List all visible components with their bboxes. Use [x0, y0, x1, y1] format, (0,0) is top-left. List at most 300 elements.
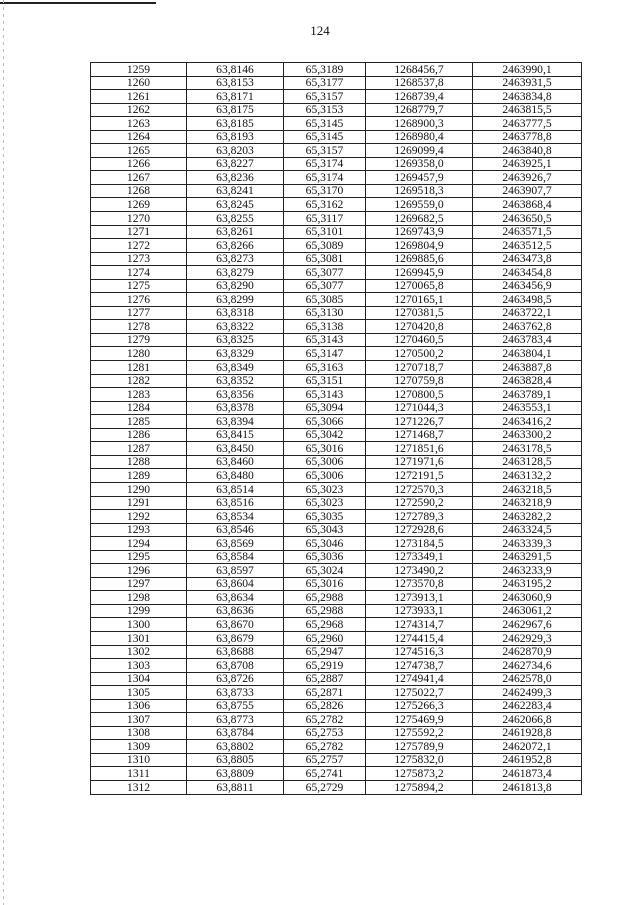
- table-row: [91, 523, 582, 537]
- point-number-cell: 1274: [91, 266, 187, 280]
- table-row: [91, 767, 582, 781]
- table-row: [91, 320, 582, 334]
- y-coordinate-cell: 2463834,8: [473, 90, 582, 104]
- latitude-cell: 63,8516: [187, 496, 284, 510]
- y-coordinate-cell: 2463783,4: [473, 333, 582, 347]
- latitude-cell: 63,8805: [187, 753, 284, 767]
- point-number-cell: 1292: [91, 510, 187, 524]
- point-number-cell: 1289: [91, 469, 187, 483]
- table-row: [91, 428, 582, 442]
- table-row: [91, 753, 582, 767]
- longitude-cell: 65,2757: [284, 753, 366, 767]
- y-coordinate-cell: 2463571,5: [473, 225, 582, 239]
- latitude-cell: 63,8352: [187, 374, 284, 388]
- latitude-cell: 63,8460: [187, 455, 284, 469]
- longitude-cell: 65,3006: [284, 455, 366, 469]
- table-row: [91, 184, 582, 198]
- table-row: [91, 252, 582, 266]
- latitude-cell: 63,8584: [187, 550, 284, 564]
- point-number-cell: 1263: [91, 117, 187, 131]
- y-coordinate-cell: 2463778,8: [473, 130, 582, 144]
- table-row: [91, 740, 582, 754]
- y-coordinate-cell: 2463512,5: [473, 239, 582, 253]
- longitude-cell: 65,3066: [284, 415, 366, 429]
- table-row: [91, 686, 582, 700]
- y-coordinate-cell: 2463907,7: [473, 184, 582, 198]
- x-coordinate-cell: 1273933,1: [366, 604, 473, 618]
- point-number-cell: 1295: [91, 550, 187, 564]
- y-coordinate-cell: 2462066,8: [473, 713, 582, 727]
- x-coordinate-cell: 1268900,3: [366, 117, 473, 131]
- point-number-cell: 1282: [91, 374, 187, 388]
- table-row: [91, 388, 582, 402]
- y-coordinate-cell: 2462072,1: [473, 740, 582, 754]
- y-coordinate-cell: 2463650,5: [473, 212, 582, 226]
- y-coordinate-cell: 2463473,8: [473, 252, 582, 266]
- table-row: [91, 130, 582, 144]
- table-row: [91, 279, 582, 293]
- table-row: [91, 482, 582, 496]
- point-number-cell: 1293: [91, 523, 187, 537]
- x-coordinate-cell: 1270500,2: [366, 347, 473, 361]
- latitude-cell: 63,8236: [187, 171, 284, 185]
- table-row: [91, 90, 582, 104]
- table-row: [91, 564, 582, 578]
- y-coordinate-cell: 2463553,1: [473, 401, 582, 415]
- latitude-cell: 63,8726: [187, 672, 284, 686]
- latitude-cell: 63,8261: [187, 225, 284, 239]
- x-coordinate-cell: 1274516,3: [366, 645, 473, 659]
- longitude-cell: 65,2782: [284, 713, 366, 727]
- longitude-cell: 65,3043: [284, 523, 366, 537]
- latitude-cell: 63,8802: [187, 740, 284, 754]
- table-row: [91, 713, 582, 727]
- longitude-cell: 65,3085: [284, 293, 366, 307]
- latitude-cell: 63,8290: [187, 279, 284, 293]
- point-number-cell: 1262: [91, 103, 187, 117]
- point-number-cell: 1299: [91, 604, 187, 618]
- table-row: [91, 659, 582, 673]
- table-row: [91, 171, 582, 185]
- latitude-cell: 63,8273: [187, 252, 284, 266]
- latitude-cell: 63,8329: [187, 347, 284, 361]
- longitude-cell: 65,3035: [284, 510, 366, 524]
- point-number-cell: 1281: [91, 361, 187, 375]
- point-number-cell: 1285: [91, 415, 187, 429]
- y-coordinate-cell: 2463990,1: [473, 63, 582, 77]
- y-coordinate-cell: 2463777,5: [473, 117, 582, 131]
- table-row: [91, 496, 582, 510]
- x-coordinate-cell: 1273490,2: [366, 564, 473, 578]
- x-coordinate-cell: 1275832,0: [366, 753, 473, 767]
- point-number-cell: 1311: [91, 767, 187, 781]
- table-row: [91, 591, 582, 605]
- latitude-cell: 63,8597: [187, 564, 284, 578]
- point-number-cell: 1270: [91, 212, 187, 226]
- latitude-cell: 63,8299: [187, 293, 284, 307]
- point-number-cell: 1304: [91, 672, 187, 686]
- point-number-cell: 1279: [91, 333, 187, 347]
- table-row: [91, 103, 582, 117]
- longitude-cell: 65,2826: [284, 699, 366, 713]
- y-coordinate-cell: 2463762,8: [473, 320, 582, 334]
- latitude-cell: 63,8349: [187, 361, 284, 375]
- x-coordinate-cell: 1271971,6: [366, 455, 473, 469]
- point-number-cell: 1260: [91, 76, 187, 90]
- table-row: [91, 618, 582, 632]
- page-number: 124: [310, 23, 330, 38]
- latitude-cell: 63,8688: [187, 645, 284, 659]
- point-number-cell: 1284: [91, 401, 187, 415]
- table-row: [91, 631, 582, 645]
- y-coordinate-cell: 2463828,4: [473, 374, 582, 388]
- point-number-cell: 1266: [91, 157, 187, 171]
- longitude-cell: 65,3163: [284, 361, 366, 375]
- table-row: [91, 415, 582, 429]
- point-number-cell: 1309: [91, 740, 187, 754]
- point-number-cell: 1273: [91, 252, 187, 266]
- table-row: [91, 672, 582, 686]
- longitude-cell: 65,3016: [284, 577, 366, 591]
- x-coordinate-cell: 1270759,8: [366, 374, 473, 388]
- longitude-cell: 65,3094: [284, 401, 366, 415]
- y-coordinate-cell: 2463456,9: [473, 279, 582, 293]
- longitude-cell: 65,3023: [284, 482, 366, 496]
- point-number-cell: 1277: [91, 306, 187, 320]
- x-coordinate-cell: 1269945,9: [366, 266, 473, 280]
- latitude-cell: 63,8514: [187, 482, 284, 496]
- table-row: [91, 645, 582, 659]
- x-coordinate-cell: 1269559,0: [366, 198, 473, 212]
- x-coordinate-cell: 1273570,8: [366, 577, 473, 591]
- point-number-cell: 1307: [91, 713, 187, 727]
- y-coordinate-cell: 2463722,1: [473, 306, 582, 320]
- x-coordinate-cell: 1275789,9: [366, 740, 473, 754]
- point-number-cell: 1283: [91, 388, 187, 402]
- table-row: [91, 347, 582, 361]
- x-coordinate-cell: 1269804,9: [366, 239, 473, 253]
- y-coordinate-cell: 2462870,9: [473, 645, 582, 659]
- x-coordinate-cell: 1270718,7: [366, 361, 473, 375]
- longitude-cell: 65,3138: [284, 320, 366, 334]
- x-coordinate-cell: 1269099,4: [366, 144, 473, 158]
- latitude-cell: 63,8175: [187, 103, 284, 117]
- table-row: [91, 333, 582, 347]
- y-coordinate-cell: 2461873,4: [473, 767, 582, 781]
- y-coordinate-cell: 2461928,8: [473, 726, 582, 740]
- longitude-cell: 65,2947: [284, 645, 366, 659]
- x-coordinate-cell: 1269457,9: [366, 171, 473, 185]
- latitude-cell: 63,8811: [187, 780, 284, 794]
- x-coordinate-cell: 1274415,4: [366, 631, 473, 645]
- y-coordinate-cell: 2463132,2: [473, 469, 582, 483]
- point-number-cell: 1287: [91, 442, 187, 456]
- table-row: [91, 401, 582, 415]
- longitude-cell: 65,3153: [284, 103, 366, 117]
- point-number-cell: 1288: [91, 455, 187, 469]
- table-row: [91, 157, 582, 171]
- point-number-cell: 1269: [91, 198, 187, 212]
- y-coordinate-cell: 2463416,2: [473, 415, 582, 429]
- point-number-cell: 1267: [91, 171, 187, 185]
- x-coordinate-cell: 1270800,5: [366, 388, 473, 402]
- x-coordinate-cell: 1274941,4: [366, 672, 473, 686]
- y-coordinate-cell: 2463887,8: [473, 361, 582, 375]
- latitude-cell: 63,8480: [187, 469, 284, 483]
- table-row: [91, 510, 582, 524]
- table-row: [91, 266, 582, 280]
- latitude-cell: 63,8755: [187, 699, 284, 713]
- table-row: [91, 306, 582, 320]
- longitude-cell: 65,3157: [284, 90, 366, 104]
- x-coordinate-cell: 1272191,5: [366, 469, 473, 483]
- y-coordinate-cell: 2462283,4: [473, 699, 582, 713]
- table-row: [91, 198, 582, 212]
- x-coordinate-cell: 1275266,3: [366, 699, 473, 713]
- longitude-cell: 65,3145: [284, 117, 366, 131]
- y-coordinate-cell: 2463931,5: [473, 76, 582, 90]
- x-coordinate-cell: 1275894,2: [366, 780, 473, 794]
- longitude-cell: 65,3117: [284, 212, 366, 226]
- point-number-cell: 1305: [91, 686, 187, 700]
- point-number-cell: 1296: [91, 564, 187, 578]
- x-coordinate-cell: 1274738,7: [366, 659, 473, 673]
- y-coordinate-cell: 2463815,5: [473, 103, 582, 117]
- y-coordinate-cell: 2463454,8: [473, 266, 582, 280]
- longitude-cell: 65,3157: [284, 144, 366, 158]
- coordinates-table: [90, 62, 582, 795]
- point-number-cell: 1271: [91, 225, 187, 239]
- longitude-cell: 65,3143: [284, 388, 366, 402]
- latitude-cell: 63,8569: [187, 537, 284, 551]
- point-number-cell: 1259: [91, 63, 187, 77]
- x-coordinate-cell: 1269743,9: [366, 225, 473, 239]
- x-coordinate-cell: 1271226,7: [366, 415, 473, 429]
- latitude-cell: 63,8773: [187, 713, 284, 727]
- x-coordinate-cell: 1271851,6: [366, 442, 473, 456]
- latitude-cell: 63,8546: [187, 523, 284, 537]
- longitude-cell: 65,2960: [284, 631, 366, 645]
- y-coordinate-cell: 2463128,5: [473, 455, 582, 469]
- table-row: [91, 699, 582, 713]
- longitude-cell: 65,3101: [284, 225, 366, 239]
- point-number-cell: 1280: [91, 347, 187, 361]
- y-coordinate-cell: 2463282,2: [473, 510, 582, 524]
- table-row: [91, 550, 582, 564]
- y-coordinate-cell: 2463339,3: [473, 537, 582, 551]
- longitude-cell: 65,3024: [284, 564, 366, 578]
- x-coordinate-cell: 1269885,6: [366, 252, 473, 266]
- table-row: [91, 604, 582, 618]
- y-coordinate-cell: 2463868,4: [473, 198, 582, 212]
- latitude-cell: 63,8322: [187, 320, 284, 334]
- point-number-cell: 1312: [91, 780, 187, 794]
- point-number-cell: 1261: [91, 90, 187, 104]
- latitude-cell: 63,8415: [187, 428, 284, 442]
- x-coordinate-cell: 1270065,8: [366, 279, 473, 293]
- point-number-cell: 1306: [91, 699, 187, 713]
- x-coordinate-cell: 1272570,3: [366, 482, 473, 496]
- latitude-cell: 63,8708: [187, 659, 284, 673]
- x-coordinate-cell: 1271468,7: [366, 428, 473, 442]
- latitude-cell: 63,8534: [187, 510, 284, 524]
- y-coordinate-cell: 2462929,3: [473, 631, 582, 645]
- y-coordinate-cell: 2462499,3: [473, 686, 582, 700]
- y-coordinate-cell: 2463804,1: [473, 347, 582, 361]
- longitude-cell: 65,2968: [284, 618, 366, 632]
- x-coordinate-cell: 1270460,5: [366, 333, 473, 347]
- point-number-cell: 1301: [91, 631, 187, 645]
- longitude-cell: 65,3077: [284, 266, 366, 280]
- y-coordinate-cell: 2463060,9: [473, 591, 582, 605]
- latitude-cell: 63,8255: [187, 212, 284, 226]
- table-row: [91, 361, 582, 375]
- x-coordinate-cell: 1269358,0: [366, 157, 473, 171]
- table-row: [91, 455, 582, 469]
- top-rule: [0, 2, 156, 4]
- point-number-cell: 1303: [91, 659, 187, 673]
- point-number-cell: 1291: [91, 496, 187, 510]
- longitude-cell: 65,3147: [284, 347, 366, 361]
- longitude-cell: 65,2988: [284, 591, 366, 605]
- x-coordinate-cell: 1270381,5: [366, 306, 473, 320]
- x-coordinate-cell: 1268980,4: [366, 130, 473, 144]
- table-row: [91, 780, 582, 794]
- longitude-cell: 65,2887: [284, 672, 366, 686]
- table-row: [91, 212, 582, 226]
- point-number-cell: 1276: [91, 293, 187, 307]
- point-number-cell: 1308: [91, 726, 187, 740]
- latitude-cell: 63,8318: [187, 306, 284, 320]
- table-row: [91, 225, 582, 239]
- latitude-cell: 63,8185: [187, 117, 284, 131]
- longitude-cell: 65,3145: [284, 130, 366, 144]
- table-row: [91, 117, 582, 131]
- longitude-cell: 65,2919: [284, 659, 366, 673]
- longitude-cell: 65,3042: [284, 428, 366, 442]
- x-coordinate-cell: 1274314,7: [366, 618, 473, 632]
- y-coordinate-cell: 2463926,7: [473, 171, 582, 185]
- y-coordinate-cell: 2463061,2: [473, 604, 582, 618]
- y-coordinate-cell: 2463178,5: [473, 442, 582, 456]
- latitude-cell: 63,8193: [187, 130, 284, 144]
- longitude-cell: 65,3077: [284, 279, 366, 293]
- longitude-cell: 65,3189: [284, 63, 366, 77]
- table-row: [91, 469, 582, 483]
- longitude-cell: 65,2988: [284, 604, 366, 618]
- x-coordinate-cell: 1271044,3: [366, 401, 473, 415]
- longitude-cell: 65,2741: [284, 767, 366, 781]
- longitude-cell: 65,3023: [284, 496, 366, 510]
- table-row: [91, 537, 582, 551]
- longitude-cell: 65,3151: [284, 374, 366, 388]
- point-number-cell: 1268: [91, 184, 187, 198]
- longitude-cell: 65,2782: [284, 740, 366, 754]
- latitude-cell: 63,8604: [187, 577, 284, 591]
- longitude-cell: 65,2729: [284, 780, 366, 794]
- x-coordinate-cell: 1269518,3: [366, 184, 473, 198]
- x-coordinate-cell: 1275022,7: [366, 686, 473, 700]
- x-coordinate-cell: 1268739,4: [366, 90, 473, 104]
- latitude-cell: 63,8670: [187, 618, 284, 632]
- latitude-cell: 63,8227: [187, 157, 284, 171]
- latitude-cell: 63,8146: [187, 63, 284, 77]
- longitude-cell: 65,2753: [284, 726, 366, 740]
- x-coordinate-cell: 1268779,7: [366, 103, 473, 117]
- point-number-cell: 1294: [91, 537, 187, 551]
- y-coordinate-cell: 2461813,8: [473, 780, 582, 794]
- y-coordinate-cell: 2463324,5: [473, 523, 582, 537]
- table-row: [91, 63, 582, 77]
- table-row: [91, 374, 582, 388]
- y-coordinate-cell: 2463498,5: [473, 293, 582, 307]
- y-coordinate-cell: 2462734,6: [473, 659, 582, 673]
- latitude-cell: 63,8679: [187, 631, 284, 645]
- latitude-cell: 63,8171: [187, 90, 284, 104]
- latitude-cell: 63,8245: [187, 198, 284, 212]
- longitude-cell: 65,3089: [284, 239, 366, 253]
- y-coordinate-cell: 2463789,1: [473, 388, 582, 402]
- longitude-cell: 65,3036: [284, 550, 366, 564]
- latitude-cell: 63,8394: [187, 415, 284, 429]
- table-row: [91, 144, 582, 158]
- latitude-cell: 63,8784: [187, 726, 284, 740]
- longitude-cell: 65,3177: [284, 76, 366, 90]
- point-number-cell: 1300: [91, 618, 187, 632]
- latitude-cell: 63,8356: [187, 388, 284, 402]
- table-row: [91, 239, 582, 253]
- y-coordinate-cell: 2463840,8: [473, 144, 582, 158]
- table-row: [91, 726, 582, 740]
- point-number-cell: 1302: [91, 645, 187, 659]
- latitude-cell: 63,8266: [187, 239, 284, 253]
- latitude-cell: 63,8636: [187, 604, 284, 618]
- y-coordinate-cell: 2463291,5: [473, 550, 582, 564]
- longitude-cell: 65,3081: [284, 252, 366, 266]
- x-coordinate-cell: 1268537,8: [366, 76, 473, 90]
- point-number-cell: 1264: [91, 130, 187, 144]
- x-coordinate-cell: 1272590,2: [366, 496, 473, 510]
- x-coordinate-cell: 1272928,6: [366, 523, 473, 537]
- x-coordinate-cell: 1270165,1: [366, 293, 473, 307]
- point-number-cell: 1265: [91, 144, 187, 158]
- latitude-cell: 63,8279: [187, 266, 284, 280]
- latitude-cell: 63,8325: [187, 333, 284, 347]
- x-coordinate-cell: 1269682,5: [366, 212, 473, 226]
- point-number-cell: 1310: [91, 753, 187, 767]
- table-row: [91, 577, 582, 591]
- x-coordinate-cell: 1272789,3: [366, 510, 473, 524]
- latitude-cell: 63,8634: [187, 591, 284, 605]
- point-number-cell: 1297: [91, 577, 187, 591]
- table-row: [91, 442, 582, 456]
- latitude-cell: 63,8153: [187, 76, 284, 90]
- x-coordinate-cell: 1275873,2: [366, 767, 473, 781]
- point-number-cell: 1290: [91, 482, 187, 496]
- x-coordinate-cell: 1275469,9: [366, 713, 473, 727]
- longitude-cell: 65,3143: [284, 333, 366, 347]
- point-number-cell: 1275: [91, 279, 187, 293]
- y-coordinate-cell: 2463233,9: [473, 564, 582, 578]
- y-coordinate-cell: 2463925,1: [473, 157, 582, 171]
- longitude-cell: 65,2871: [284, 686, 366, 700]
- table-row: [91, 293, 582, 307]
- x-coordinate-cell: 1273349,1: [366, 550, 473, 564]
- longitude-cell: 65,3162: [284, 198, 366, 212]
- y-coordinate-cell: 2463300,2: [473, 428, 582, 442]
- y-coordinate-cell: 2463218,9: [473, 496, 582, 510]
- y-coordinate-cell: 2461952,8: [473, 753, 582, 767]
